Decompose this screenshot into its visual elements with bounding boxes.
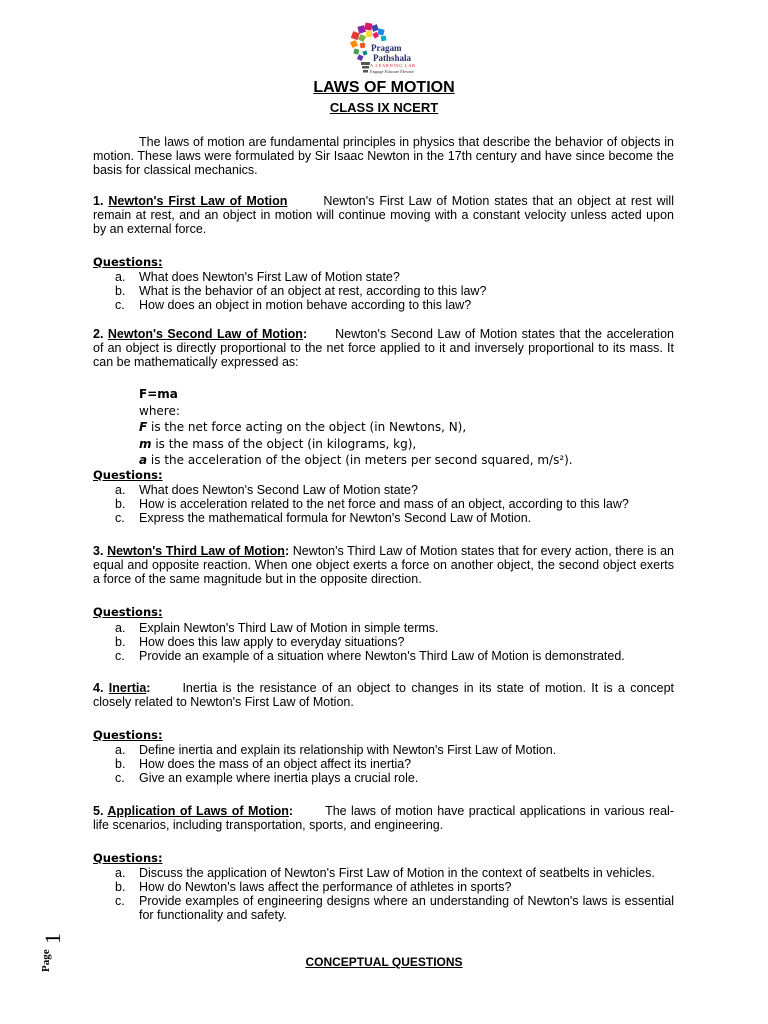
section-1-questions-label: Questions: bbox=[93, 255, 163, 269]
section-1-text: Newton's First Law of Motion states that an object at rest will remain at rest, and an object in motion will continue moving with a constant velocity unless acted upon by an external force. bbox=[93, 194, 674, 236]
question-item: c. Provide an example of a situation where Newton's Third Law of Motion is demonstrated. bbox=[115, 649, 625, 663]
section-5-question-list bbox=[93, 866, 674, 922]
question-item: c. Provide examples of engineering designs where an understanding of Newton's laws is essential for functionality and safety. bbox=[115, 894, 674, 922]
question-item: b. How do Newton's laws affect the performance of athletes in sports? bbox=[115, 880, 512, 894]
page-title: LAWS OF MOTION bbox=[313, 79, 455, 96]
question-item: c. Give an example where inertia plays a crucial role. bbox=[115, 771, 419, 785]
section-5-paragraph: 5. Application of Laws of Motion: The laws of motion have practical applications in various real-life scenarios, including transportation, sports, and engineering. bbox=[93, 804, 674, 832]
formula-block bbox=[139, 386, 573, 469]
formula-where: where: bbox=[139, 403, 180, 418]
section-3-paragraph: 3. Newton's Third Law of Motion: Newton's Third Law of Motion states that for every action, there is an equal and opposite reaction. When one object exerts a force on another object, the second object exerts a force of the same magnitude but in the opposite direction. bbox=[93, 544, 674, 586]
question-item: b. How does this law apply to everyday situations? bbox=[115, 635, 405, 649]
question-item: b. How does the mass of an object affect its inertia? bbox=[115, 757, 412, 771]
section-5-heading: Application of Laws of Motion bbox=[107, 804, 289, 818]
question-item: a. What does Newton's First Law of Motion state? bbox=[115, 270, 400, 284]
pragam-pathshala-logo bbox=[344, 22, 430, 82]
section-3-heading: Newton's Third Law of Motion bbox=[107, 544, 285, 558]
section-2-paragraph: 2. Newton's Second Law of Motion: Newton's Second Law of Motion states that the acceleration of an object is directly proportional to the net force applied to it and inversely proportional to its mass. It can be mathematically expressed as: bbox=[93, 327, 674, 369]
section-4-questions-label: Questions: bbox=[93, 728, 163, 742]
section-3-text: Newton's Third Law of Motion states that for every action, there is an equal and opposite reaction. When one object exerts a force on another object, the second object exerts a force of the same magnitude but in the opposite direction. bbox=[93, 544, 674, 586]
question-item: b. How is acceleration related to the net force and mass of an object, according to this law? bbox=[115, 497, 629, 511]
formula-line: F is the net force acting on the object (in Newtons, N), bbox=[139, 420, 467, 434]
intro-text: The laws of motion are fundamental principles in physics that describe the behavior of objects in motion. These laws were formulated by Sir Isaac Newton in the 17th century and have since become the basis for classical mechanics. bbox=[93, 135, 674, 177]
question-item: c. How does an object in motion behave according to this law? bbox=[115, 298, 472, 312]
logo-text-line1: Pragam bbox=[371, 43, 402, 53]
question-item: a. Explain Newton's Third Law of Motion in simple terms. bbox=[115, 621, 439, 635]
question-item: b. What is the behavior of an object at rest, according to this law? bbox=[115, 284, 487, 298]
section-4-heading: Inertia bbox=[108, 681, 147, 695]
page-number: 1 bbox=[40, 933, 65, 944]
section-2-number: 2. bbox=[93, 327, 108, 341]
section-3-questions-label: Questions: bbox=[93, 605, 163, 619]
question-item: a. Discuss the application of Newton's First Law of Motion in the context of seatbelts in vehicles. bbox=[115, 866, 655, 880]
section-2-text: Newton's Second Law of Motion states that the acceleration of an object is directly proportional to the net force applied to it and inversely proportional to its mass. It can be mathematically expressed as: bbox=[93, 327, 674, 369]
page-number-label bbox=[28, 928, 68, 972]
conceptual-questions-heading: CONCEPTUAL QUESTIONS bbox=[305, 955, 463, 969]
question-item: a. Define inertia and explain its relationship with Newton's First Law of Motion. bbox=[115, 743, 557, 757]
intro-paragraph bbox=[93, 135, 674, 177]
section-2-heading: Newton's Second Law of Motion bbox=[107, 327, 303, 341]
section-4-paragraph: 4. Inertia: Inertia is the resistance of an object to changes in its state of motion. It is a concept closely related to Newton's First Law of Motion. bbox=[93, 681, 674, 709]
page-word: Page bbox=[40, 949, 52, 972]
section-1-number: 1. bbox=[93, 194, 109, 208]
section-5-number: 5. bbox=[93, 804, 108, 818]
section-2-questions-label: Questions: bbox=[93, 468, 163, 482]
section-4-number: 4. bbox=[93, 681, 109, 695]
section-3-number: 3. bbox=[93, 544, 108, 558]
section-2-question-list bbox=[93, 483, 674, 525]
section-4-text: Inertia is the resistance of an object to changes in its state of motion. It is a concept closely related to Newton's First Law of Motion. bbox=[93, 681, 674, 709]
formula-equation: F=ma bbox=[139, 387, 178, 401]
section-1-paragraph bbox=[93, 194, 674, 236]
question-item: a. What does Newton's Second Law of Motion state? bbox=[115, 483, 418, 497]
section-4-question-list bbox=[93, 743, 674, 785]
logo-tagline: A LEARNING LAB bbox=[370, 63, 416, 68]
formula-line: m is the mass of the object (in kilograms, kg), bbox=[139, 436, 417, 451]
section-3-question-list bbox=[93, 621, 674, 663]
section-5-questions-label: Questions: bbox=[93, 851, 163, 865]
logo-text-line2: Pathshala bbox=[373, 53, 412, 63]
section-1-question-list bbox=[93, 270, 674, 312]
question-item: c. Express the mathematical formula for Newton's Second Law of Motion. bbox=[115, 511, 532, 525]
page-subtitle: CLASS IX NCERT bbox=[329, 100, 439, 115]
section-5-text: The laws of motion have practical applications in various real-life scenarios, including transportation, sports, and engineering. bbox=[93, 804, 674, 832]
section-1-heading: Newton's First Law of Motion bbox=[108, 194, 288, 208]
logo-motto: Engage Educate Elevate bbox=[370, 69, 414, 74]
formula-line: a is the acceleration of the object (in meters per second squared, m/s²). bbox=[139, 453, 573, 467]
